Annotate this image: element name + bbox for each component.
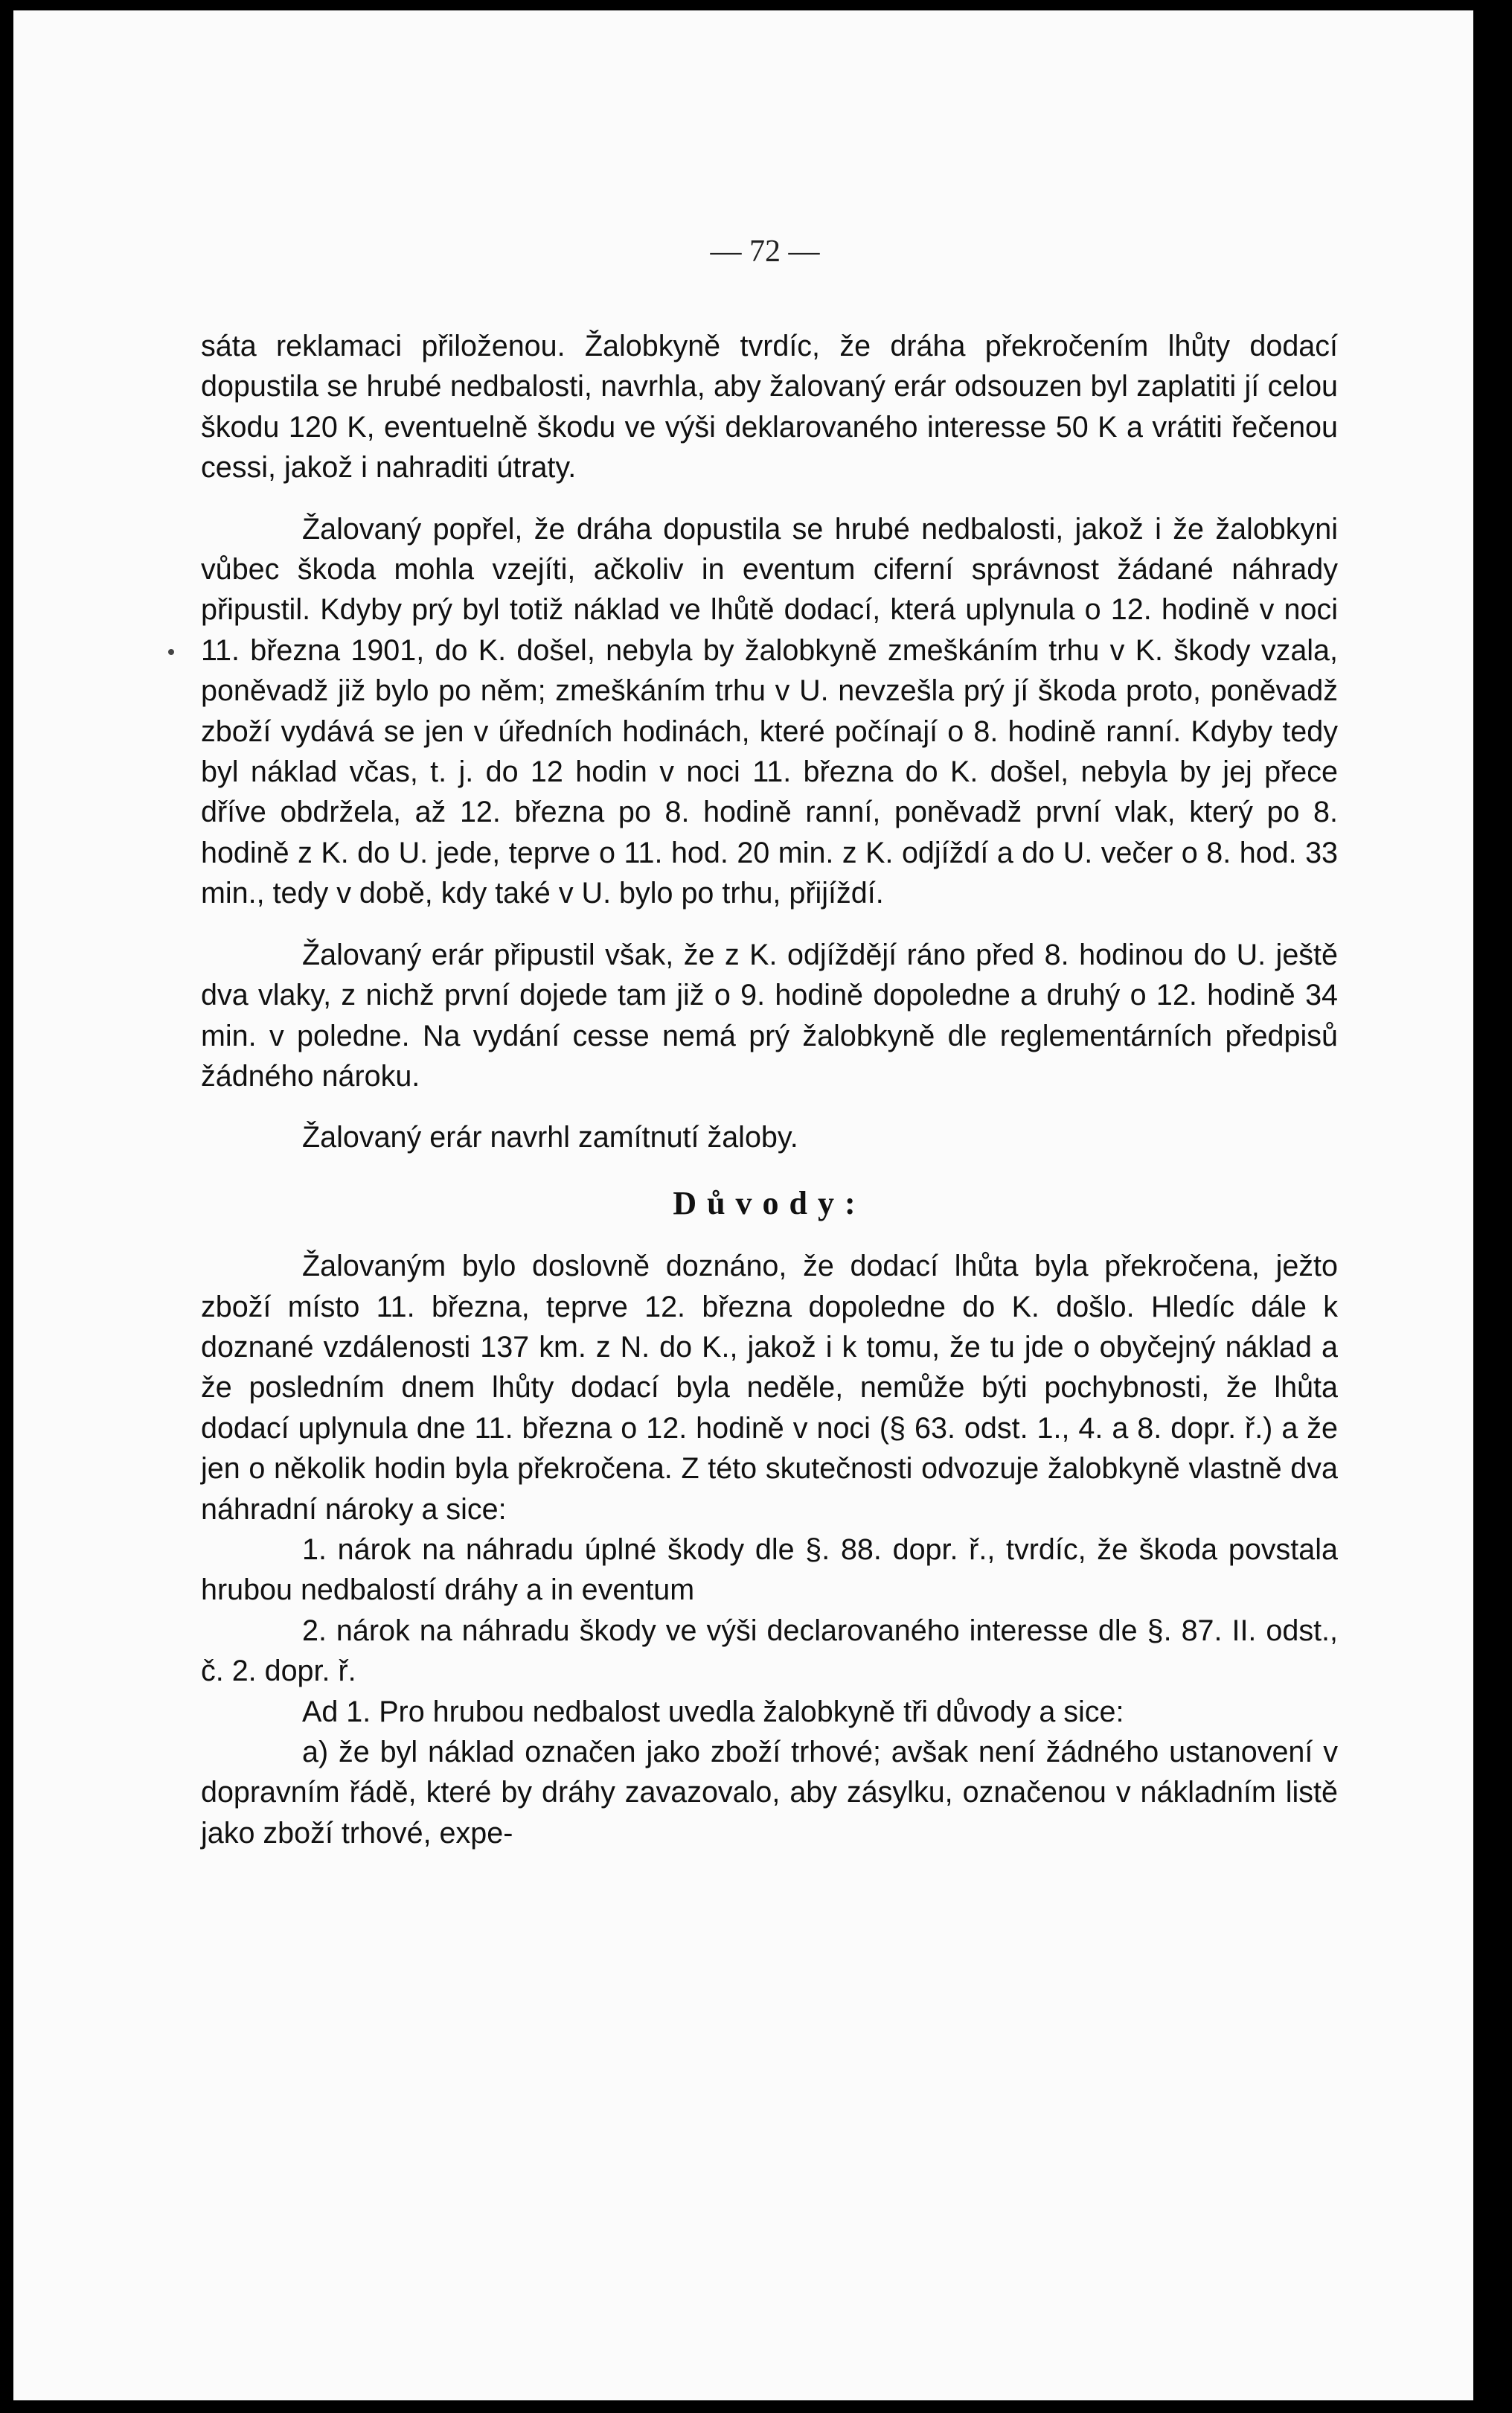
page-number: — 72 — xyxy=(710,234,820,269)
paragraph-4: Žalovaný erár navrhl zamítnutí žaloby. xyxy=(302,1121,798,1154)
paragraph-2: Žalovaný popřel, že dráha dopustila se hrubé nedbalosti, jakož i že žalobkyni vůbec škoda mohla vzejíti, ačkoliv in eventum ciferní správnost žádané náhrady připustil. Kdyby prý byl totiž náklad ve lhůtě dodací, která uplynula o 12. hodině v noci 11. března 1901, do K. došel, nebyla by žalobkyně zmeškáním trhu v K. škody vzala, poněvadž již bylo po něm; zmeškáním trhu v U. nevzešla prý jí škoda proto, poněvadž zboží vydává se jen v úředních hodinách, které počínají o 8. hodině ranní. Kdyby tedy byl náklad včas, t. j. do 12 hodin v noci 11. března do K. došel, nebyla by jej přece dříve obdržela, až 12. března po 8. hodině ranní, poněvadž první vlak, který po 8. hodině z K. do U. jede, teprve o 11. hod. 20 min. z K. odjíždí a do U. večer o 8. hod. 33 min., tedy v době, kdy také v U. bylo po trhu, přijíždí. xyxy=(201,512,1338,910)
paragraph-1: sáta reklamaci přiloženou. Žalobkyně tvrdíc, že dráha překročením lhůty dodací dopustila se hrubé nedbalosti, navrhla, aby žalovaný erár odsouzen byl zaplatiti jí celou škodu 120 K, eventuelně škodu ve výši deklarovaného interesse 50 K a vrátiti řečenou cessi, jakož i nahraditi útraty. xyxy=(201,330,1338,485)
section-heading: Důvody: xyxy=(673,1184,866,1221)
paragraph-7: 2. nárok na náhradu škody ve výši declarovaného interesse dle §. 87. II. odst., č. 2. dopr. ř. xyxy=(201,1614,1338,1688)
paragraph-8: Ad 1. Pro hrubou nedbalost uvedla žalobkyně tři důvody a sice: xyxy=(302,1695,1124,1728)
body-text xyxy=(201,326,1338,1853)
paragraph-9: a) že byl náklad označen jako zboží trhové; avšak není žádného ustanovení v dopravním řádě, které by dráhy zavazovalo, aby zásylku, označenou v nákladním listě jako zboží trhové, expe- xyxy=(201,1736,1338,1850)
scan-speck xyxy=(168,649,174,655)
scanned-page xyxy=(13,10,1473,2409)
paragraph-5: Žalovaným bylo doslovně doznáno, že dodací lhůta byla překročena, ježto zboží místo 11. března, teprve 12. března dopoledne do K. došlo. Hledíc dále k doznané vzdálenosti 137 km. z N. do K., jakož i k tomu, že tu jde o obyčejný náklad a že posledním dnem lhůty dodací byla neděle, nemůže býti pochybnosti, že lhůta dodací uplynula dne 11. března o 12. hodině v noci (§ 63. odst. 1., 4. a 8. dopr. ř.) a že jen o několik hodin byla překročena. Z této skutečnosti odvozuje žalobkyně vlastně dva náhradní nároky a sice: xyxy=(201,1250,1338,1526)
paragraph-6: 1. nárok na náhradu úplné škody dle §. 88. dopr. ř., tvrdíc, že škoda povstala hrubou nedbalostí dráhy a in eventum xyxy=(201,1533,1338,1607)
scan-border-right xyxy=(1479,0,1512,2413)
paragraph-3: Žalovaný erár připustil však, že z K. odjíždějí ráno před 8. hodinou do U. ještě dva vlaky, z nichž první dojede tam již o 9. hodině dopoledne a druhý o 12. hodině 34 min. v poledne. Na vydání cesse nemá prý žalobkyně dle reglementárních předpisů žádného nároku. xyxy=(201,938,1338,1093)
scan-border-bottom xyxy=(0,2400,1512,2413)
